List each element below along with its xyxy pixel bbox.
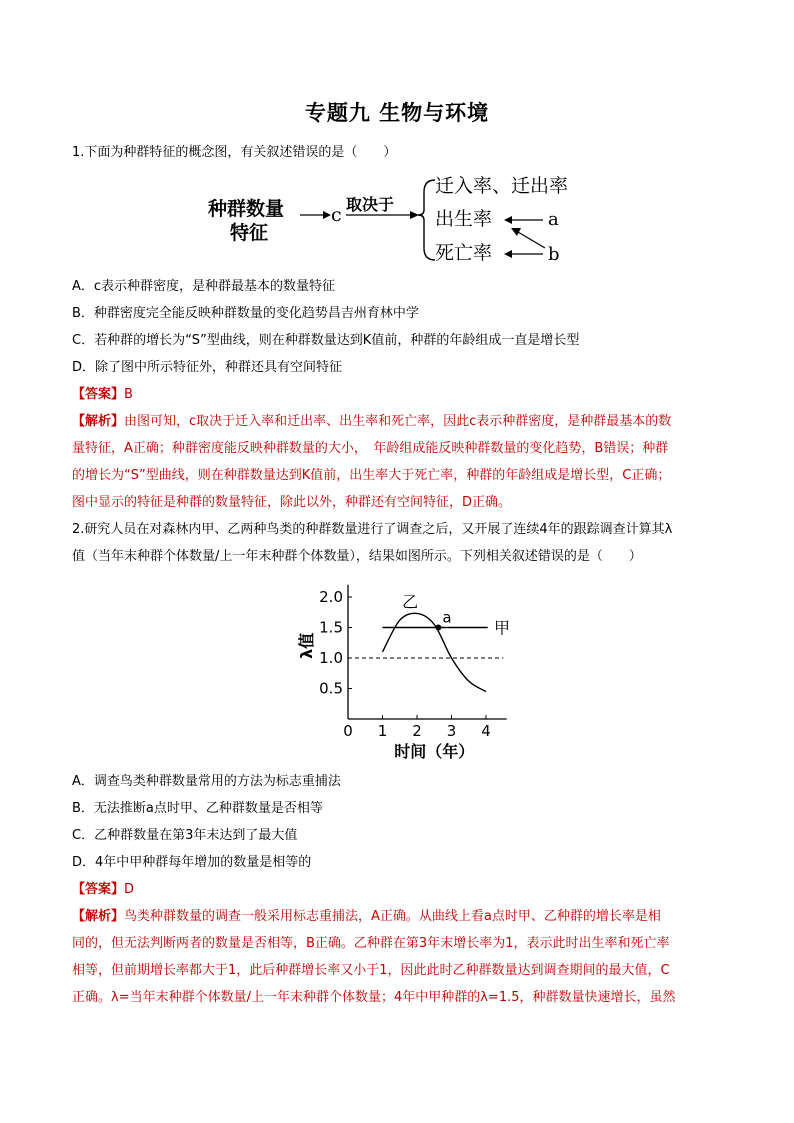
q1-option-c: C．若种群的增长为“S”型曲线，则在种群数量达到K值前，种群的年龄组成一直是增长型: [72, 333, 580, 348]
diagram-c: c: [331, 204, 342, 226]
page-title: 专题九 生物与环境: [304, 100, 490, 125]
q1-option-d: D．除了图中所示特征外，种群还具有空间特征: [72, 360, 343, 375]
q2-analysis-line: 相等，但前期增长率都大于1，此后种群增长率又小于1，因此此时乙种群数量达到调查期间的最大值，C: [72, 963, 670, 978]
q2-option-a: A．调查鸟类种群数量常用的方法为标志重捕法: [72, 774, 341, 789]
q2-option-c: C．乙种群数量在第3年末达到了最大值: [72, 828, 298, 843]
q1-concept-diagram: [200, 170, 600, 270]
diagram-a: a: [548, 209, 559, 230]
q2-answer-label: 【答案】: [72, 882, 125, 897]
q1-stem: 1.下面为种群特征的概念图，有关叙述错误的是（ ）: [72, 145, 397, 160]
q1-analysis-label: 【解析】: [72, 414, 125, 429]
x-tick-label: 0: [343, 722, 353, 740]
q2-stem-line: 2.研究人员在对森林内甲、乙两种鸟类的种群数量进行了调查之后，又开展了连续4年的跟踪调查计算其λ: [72, 522, 673, 537]
y-tick-label: 1.5: [319, 618, 343, 637]
x-tick-label: 2: [412, 722, 422, 740]
y-tick-label: 2.0: [319, 588, 343, 606]
lambda-chart: [290, 582, 530, 767]
q2-answer: [72, 880, 134, 900]
diagram-item2: 出生率: [435, 208, 493, 230]
q2-analysis-text: 鸟类种群数量的调查一般采用标志重捕法，A正确。从曲线上看a点时甲、乙种群的增长率是相: [124, 909, 661, 924]
diagram-item3: 死亡率: [435, 242, 493, 264]
q2-analysis-line: 同的，但无法判断两者的数量是否相等，B正确。乙种群在第3年末增长率为1，表示此时出生率和死亡率: [72, 936, 670, 951]
q1-answer: [72, 385, 133, 405]
x-axis-label: 时间（年）: [394, 742, 475, 761]
y-tick-label: 0.5: [319, 679, 343, 698]
q2-analysis-line: [72, 907, 661, 927]
q2-stem-line: 值（当年末种群个体数量/上一年末种群个体数量），结果如图所示。下列相关叙述错误的是（ ）: [72, 549, 642, 564]
series-yi-curve: [383, 613, 487, 691]
q1-analysis-text: 由图可知，c取决于迁入率和迁出率、出生率和死亡率，因此c表示种群密度，是种群最基本的数: [124, 414, 672, 429]
q1-analysis-line: 的增长为“S”型曲线，则在种群数量达到K值前，出生率大于死亡率，种群的年龄组成是增长型，C正确；: [72, 468, 671, 483]
series-jia-label: 甲: [494, 618, 511, 638]
point-a-label: a: [442, 608, 452, 627]
point-a: [435, 625, 441, 631]
q2-option-b: B．无法推断a点时甲、乙种群数量是否相等: [72, 801, 323, 816]
y-tick-label: 1.0: [319, 649, 343, 667]
x-tick-label: 3: [446, 722, 457, 740]
diagram-item1: 迁入率、迁出率: [435, 175, 569, 197]
y-axis-label: λ值: [297, 632, 316, 659]
q2-answer-value: D: [124, 882, 135, 897]
diagram-left-line2: 特征: [230, 222, 269, 244]
diagram-left-line1: 种群数量: [208, 198, 285, 220]
q1-option-b: B．种群密度完全能反映种群数量的变化趋势昌吉州育林中学: [72, 306, 419, 321]
q2-option-d: D．4年中甲种群每年增加的数量是相等的: [72, 855, 312, 870]
series-yi-label: 乙: [402, 592, 419, 612]
q1-answer-value: B: [124, 387, 133, 402]
diagram-arrow-label: 取决于: [346, 195, 395, 214]
q2-analysis-line: 正确。λ=当年末种群个体数量/上一年末种群个体数量；4年中甲种群的λ=1.5，种群数量快速增长，虽然: [72, 990, 676, 1005]
x-tick-label: 1: [377, 722, 388, 740]
q1-analysis-line: [72, 412, 671, 432]
q1-analysis-line: 量特征，A正确；种群密度能反映种群数量的大小， 年龄组成能反映种群数量的变化趋势，B错误；种群: [72, 441, 669, 456]
diagram-b: b: [548, 244, 560, 265]
q1-option-a: A．c表示种群密度，是种群最基本的数量特征: [72, 279, 336, 294]
q2-analysis-label: 【解析】: [72, 909, 125, 924]
q1-answer-label: 【答案】: [72, 387, 125, 402]
q1-analysis-line: 图中显示的特征是种群的数量特征，除此以外，种群还有空间特征，D正确。: [72, 495, 512, 510]
x-tick-label: 4: [481, 722, 491, 740]
